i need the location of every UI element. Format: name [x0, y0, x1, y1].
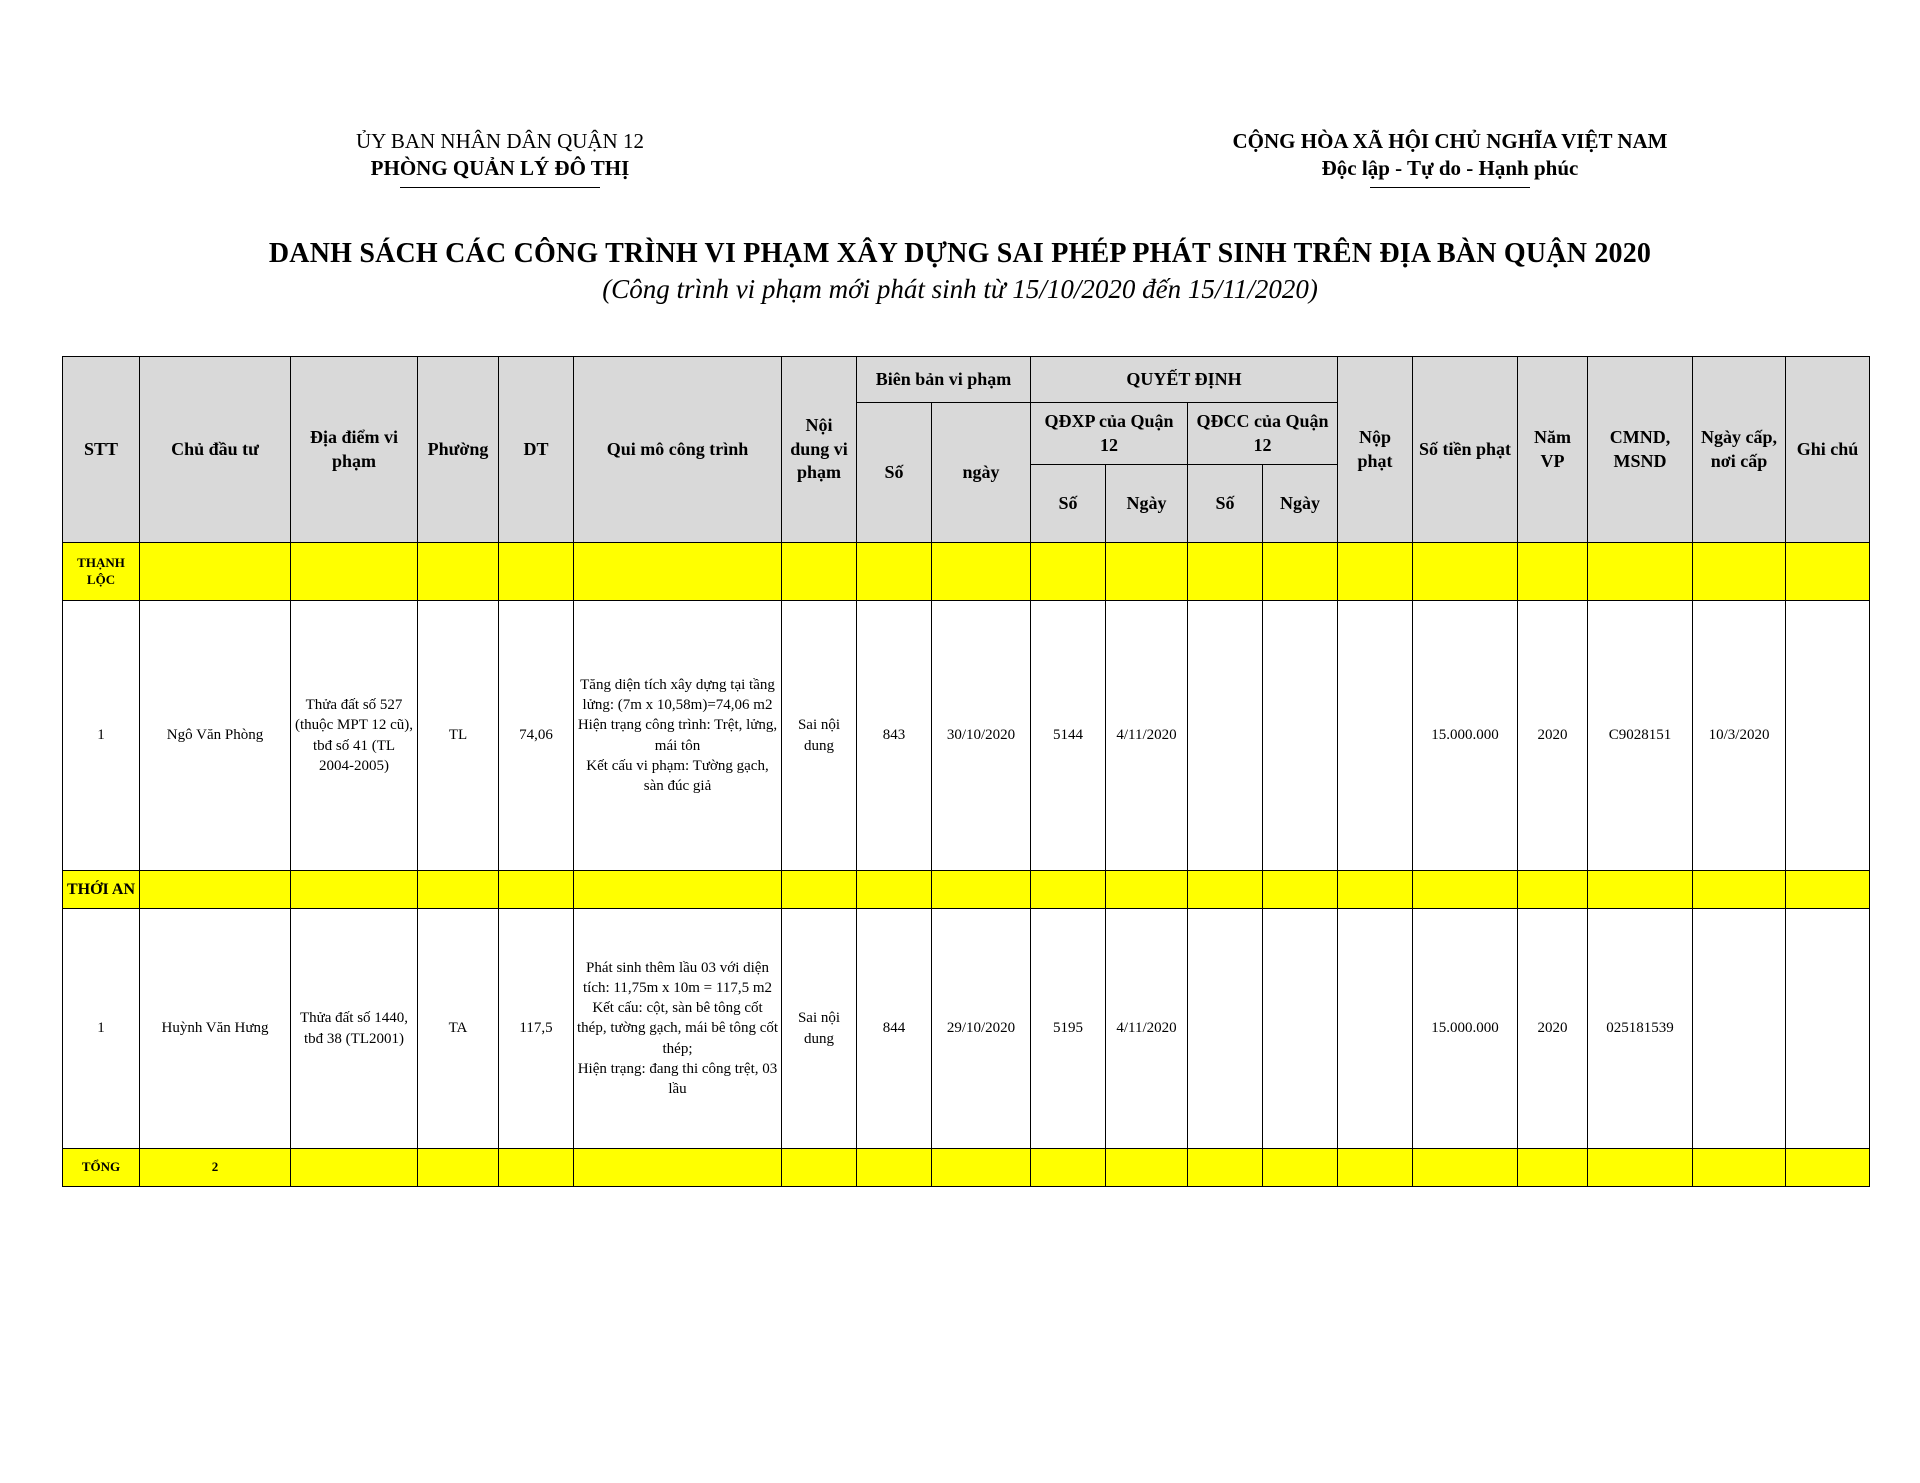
header-qdcc-number: Số [1188, 465, 1263, 543]
cell-fine-paid [1338, 909, 1413, 1149]
header-notes: Ghi chú [1786, 357, 1870, 543]
header-stt: STT [63, 357, 140, 543]
header-scale: Qui mô công trình [574, 357, 782, 543]
total-row [63, 1149, 1870, 1187]
total-label: TỔNG [63, 1149, 140, 1187]
cell-issue-date: 10/3/2020 [1693, 601, 1786, 871]
cell-fine-paid [1338, 601, 1413, 871]
header-investor: Chủ đầu tư [140, 357, 291, 543]
cell-violation-content: Sai nội dung [782, 601, 857, 871]
header-fine-paid: Nộp phạt [1338, 357, 1413, 543]
header-decision: QUYẾT ĐỊNH [1031, 357, 1338, 403]
cell-stt: 1 [63, 909, 140, 1149]
department-name: PHÒNG QUẢN LÝ ĐÔ THỊ [370, 156, 630, 181]
cell-fine-amount: 15.000.000 [1413, 909, 1518, 1149]
motto: Độc lập - Tự do - Hạnh phúc [1321, 156, 1579, 181]
document-subtitle: (Công trình vi phạm mới phát sinh từ 15/10/2020 đến 15/11/2020) [602, 274, 1318, 304]
header-violation-year: Năm VP [1518, 357, 1588, 543]
motto-underline [1370, 187, 1530, 188]
cell-qdcc-date [1263, 909, 1338, 1149]
cell-issue-date [1693, 909, 1786, 1149]
table-row [63, 601, 1870, 871]
cell-location: Thửa đất số 527 (thuộc MPT 12 cũ), tbđ số 41 (TL 2004-2005) [291, 601, 418, 871]
cell-qdcc-number [1188, 601, 1263, 871]
cell-ward: TA [418, 909, 499, 1149]
total-count: 2 [140, 1149, 291, 1187]
cell-violation-year: 2020 [1518, 601, 1588, 871]
cell-ward: TL [418, 601, 499, 871]
cell-fine-amount: 15.000.000 [1413, 601, 1518, 871]
cell-record-number: 843 [857, 601, 932, 871]
header-qdxp-number: Số [1031, 465, 1106, 543]
cell-scale: Phát sinh thêm lầu 03 với diện tích: 11,75m x 10m = 117,5 m2 Kết cấu: cột, sàn bê tông cốt thép, tường gạch, mái bê tông cốt thép; Hiện trạng: đang thi công trệt, 03 lầu [574, 909, 782, 1149]
cell-violation-content: Sai nội dung [782, 909, 857, 1149]
document-title: DANH SÁCH CÁC CÔNG TRÌNH VI PHẠM XÂY DỰNG SAI PHÉP PHÁT SINH TRÊN ĐỊA BÀN QUẬN 2020 [268, 238, 1652, 269]
cell-area: 74,06 [499, 601, 574, 871]
group-label: THỚI AN [63, 871, 140, 909]
table-row [63, 909, 1870, 1149]
header-issue-date: Ngày cấp, nơi cấp [1693, 357, 1786, 543]
header-record-number: Số [857, 403, 932, 543]
cell-scale: Tăng diện tích xây dựng tại tầng lửng: (7m x 10,58m)=74,06 m2 Hiện trạng công trình: Trệt, lửng, mái tôn Kết cấu vi phạm: Tường gạch, sàn đúc giả [574, 601, 782, 871]
cell-qdxp-number: 5144 [1031, 601, 1106, 871]
cell-notes [1786, 909, 1870, 1149]
header-area: DT [499, 357, 574, 543]
cell-record-date: 29/10/2020 [932, 909, 1031, 1149]
cell-area: 117,5 [499, 909, 574, 1149]
cell-qdxp-date: 4/11/2020 [1106, 601, 1188, 871]
agency-underline [400, 187, 600, 188]
country-name: CỘNG HÒA XÃ HỘI CHỦ NGHĨA VIỆT NAM [1232, 129, 1668, 153]
cell-investor: Ngô Văn Phòng [140, 601, 291, 871]
violations-table [62, 356, 1870, 1187]
cell-investor: Huỳnh Văn Hưng [140, 909, 291, 1149]
agency-name: ỦY BAN NHÂN DÂN QUẬN 12 [356, 129, 644, 153]
cell-record-date: 30/10/2020 [932, 601, 1031, 871]
cell-qdcc-number [1188, 909, 1263, 1149]
header-qdcc: QĐCC của Quận 12 [1188, 403, 1338, 465]
cell-violation-year: 2020 [1518, 909, 1588, 1149]
group-label: THẠNH LỘC [63, 543, 140, 601]
cell-id-number: 025181539 [1588, 909, 1693, 1149]
header-location: Địa điểm vi phạm [291, 357, 418, 543]
cell-qdcc-date [1263, 601, 1338, 871]
cell-location: Thửa đất số 1440, tbđ 38 (TL2001) [291, 909, 418, 1149]
header-violation-record: Biên bản vi phạm [857, 357, 1031, 403]
header-fine-amount: Số tiền phạt [1413, 357, 1518, 543]
national-motto-header [1160, 128, 1740, 188]
issuing-agency-header [300, 128, 700, 188]
header-ward: Phường [418, 357, 499, 543]
cell-record-number: 844 [857, 909, 932, 1149]
cell-qdxp-number: 5195 [1031, 909, 1106, 1149]
header-qdcc-date: Ngày [1263, 465, 1338, 543]
header-violation-content: Nội dung vi phạm [782, 357, 857, 543]
header-id-number: CMND, MSND [1588, 357, 1693, 543]
cell-id-number: C9028151 [1588, 601, 1693, 871]
header-qdxp-date: Ngày [1106, 465, 1188, 543]
group-row-thanh-loc [63, 543, 1870, 601]
header-record-date: ngày [932, 403, 1031, 543]
cell-qdxp-date: 4/11/2020 [1106, 909, 1188, 1149]
cell-stt: 1 [63, 601, 140, 871]
cell-notes [1786, 601, 1870, 871]
group-row-thoi-an [63, 871, 1870, 909]
header-qdxp: QĐXP của Quận 12 [1031, 403, 1188, 465]
